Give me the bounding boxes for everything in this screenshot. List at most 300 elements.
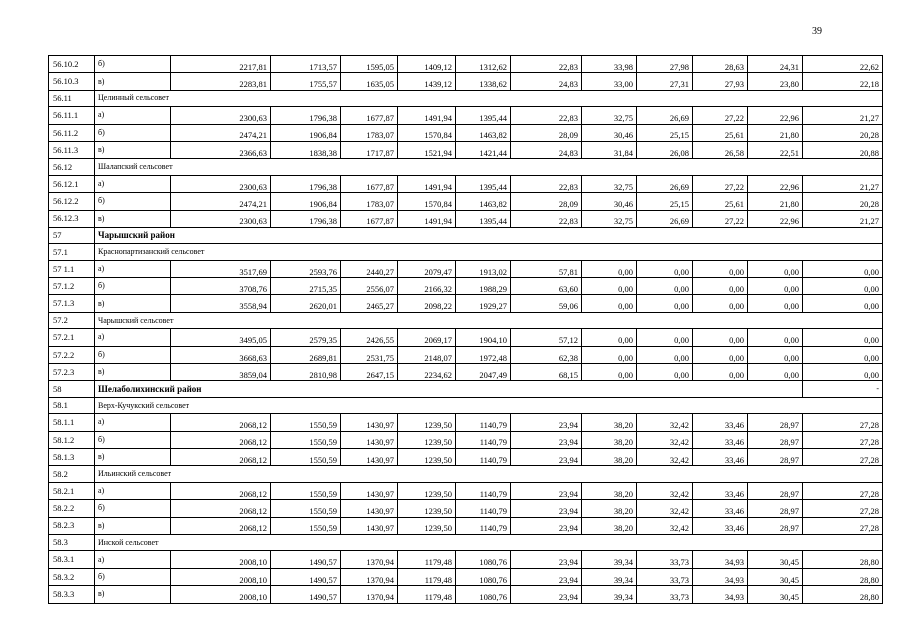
value-cell: 22,83 [511,56,582,73]
value-cell: 1490,57 [271,586,341,603]
value-cell: 0,00 [582,364,637,381]
value-cell: 1491,94 [398,107,456,124]
value-cell: 32,42 [637,500,693,517]
value-cell: 30,45 [748,551,803,568]
value-cell: 34,93 [693,551,748,568]
value-cell: 1370,94 [341,551,398,568]
value-cell: 27,28 [803,448,883,465]
value-cell: 1239,50 [398,414,456,431]
value-cell: 28,97 [748,414,803,431]
value-cell: 2593,76 [271,260,341,277]
value-cell: 0,00 [582,346,637,363]
row-code: 56.12 [49,159,95,175]
value-cell: 26,69 [637,210,693,227]
value-cell: 24,83 [511,73,582,90]
value-cell: 32,42 [637,431,693,448]
value-cell: 33,46 [693,448,748,465]
value-cell: 2098,22 [398,295,456,312]
section-row [49,397,883,413]
value-cell: 1717,87 [341,141,398,158]
row-code: 57.1.3 [49,295,95,312]
value-cell: 27,22 [693,175,748,192]
value-cell: 27,31 [637,73,693,90]
row-variant: в) [95,364,171,381]
value-cell: 28,97 [748,431,803,448]
value-cell: 1439,12 [398,73,456,90]
value-cell: 2300,63 [171,175,271,192]
value-cell: 2300,63 [171,107,271,124]
row-code: 56.11 [49,90,95,106]
row-variant: в) [95,448,171,465]
value-cell: 1635,05 [341,73,398,90]
value-cell: 1570,84 [398,193,456,210]
value-cell: 2465,27 [341,295,398,312]
value-cell: 1988,29 [456,278,511,295]
value-cell: 24,31 [748,56,803,73]
table-row [49,329,883,346]
value-cell: 27,28 [803,431,883,448]
section-row [49,244,883,260]
value-cell: 0,00 [748,295,803,312]
value-cell: 1338,62 [456,73,511,90]
row-variant: б) [95,431,171,448]
value-cell: 38,20 [582,500,637,517]
value-cell: 1550,59 [271,500,341,517]
section-row [49,466,883,482]
value-cell: 1491,94 [398,175,456,192]
row-code: 58.2.3 [49,517,95,534]
value-cell: 0,00 [693,295,748,312]
value-cell: 0,00 [748,346,803,363]
value-cell: 2810,98 [271,364,341,381]
table-body [49,56,883,604]
row-code: 58.3.3 [49,586,95,603]
value-cell: 1550,59 [271,517,341,534]
value-cell: 21,27 [803,210,883,227]
row-variant: а) [95,175,171,192]
row-mark: - [803,381,883,397]
value-cell: 30,45 [748,568,803,585]
row-variant: а) [95,260,171,277]
table-row [49,517,883,534]
value-cell: 2008,10 [171,586,271,603]
row-variant: а) [95,482,171,499]
value-cell: 27,28 [803,500,883,517]
table-row [49,431,883,448]
row-code: 57.2 [49,312,95,328]
row-code: 57 [49,227,95,243]
table-row [49,482,883,499]
value-cell: 38,20 [582,414,637,431]
value-cell: 26,69 [637,107,693,124]
value-cell: 1395,44 [456,175,511,192]
row-code: 58.2.2 [49,500,95,517]
section-name: Чарышский сельсовет [95,312,883,328]
value-cell: 2426,55 [341,329,398,346]
row-code: 58 [49,381,95,397]
page-number: 39 [812,26,822,37]
district-name: Шелаболихинский район [95,381,803,397]
value-cell: 1140,79 [456,500,511,517]
value-cell: 2148,07 [398,346,456,363]
value-cell: 28,97 [748,448,803,465]
section-row [49,534,883,550]
row-code: 58.1.1 [49,414,95,431]
value-cell: 28,09 [511,193,582,210]
value-cell: 23,94 [511,431,582,448]
row-variant: а) [95,414,171,431]
value-cell: 1490,57 [271,551,341,568]
table-row [49,500,883,517]
value-cell: 0,00 [637,346,693,363]
value-cell: 1550,59 [271,414,341,431]
table-row [49,346,883,363]
value-cell: 23,80 [748,73,803,90]
value-cell: 33,98 [582,56,637,73]
section-row [49,159,883,175]
value-cell: 1179,48 [398,568,456,585]
value-cell: 1409,12 [398,56,456,73]
value-cell: 1570,84 [398,124,456,141]
value-cell: 2579,35 [271,329,341,346]
value-cell: 2068,12 [171,414,271,431]
value-cell: 20,28 [803,124,883,141]
value-cell: 1906,84 [271,124,341,141]
value-cell: 28,63 [693,56,748,73]
value-cell: 1140,79 [456,482,511,499]
value-cell: 0,00 [693,329,748,346]
row-variant: а) [95,551,171,568]
value-cell: 28,09 [511,124,582,141]
value-cell: 33,73 [637,568,693,585]
value-cell: 1463,82 [456,124,511,141]
value-cell: 39,34 [582,568,637,585]
value-cell: 1550,59 [271,431,341,448]
table-row [49,551,883,568]
value-cell: 2069,17 [398,329,456,346]
row-variant: а) [95,107,171,124]
value-cell: 23,94 [511,551,582,568]
value-cell: 31,84 [582,141,637,158]
value-cell: 32,42 [637,482,693,499]
value-cell: 1239,50 [398,517,456,534]
value-cell: 2234,62 [398,364,456,381]
value-cell: 0,00 [748,278,803,295]
table-row [49,278,883,295]
value-cell: 1796,38 [271,107,341,124]
value-cell: 0,00 [637,364,693,381]
value-cell: 22,83 [511,107,582,124]
row-code: 57.2.2 [49,346,95,363]
value-cell: 1140,79 [456,448,511,465]
value-cell: 1312,62 [456,56,511,73]
value-cell: 1395,44 [456,210,511,227]
value-cell: 1838,38 [271,141,341,158]
value-cell: 2217,81 [171,56,271,73]
section-name: Шалапский сельсовет [95,159,883,175]
table-row [49,414,883,431]
value-cell: 33,46 [693,414,748,431]
row-variant: в) [95,295,171,312]
row-code: 57.1 [49,244,95,260]
value-cell: 1783,07 [341,124,398,141]
value-cell: 1080,76 [456,568,511,585]
value-cell: 25,61 [693,124,748,141]
value-cell: 0,00 [582,329,637,346]
value-cell: 57,81 [511,260,582,277]
table-row [49,175,883,192]
value-cell: 0,00 [693,364,748,381]
value-cell: 0,00 [803,329,883,346]
table-row [49,260,883,277]
value-cell: 1430,97 [341,414,398,431]
value-cell: 26,58 [693,141,748,158]
value-cell: 2008,10 [171,568,271,585]
table-row [49,364,883,381]
value-cell: 0,00 [748,329,803,346]
value-cell: 1796,38 [271,210,341,227]
value-cell: 28,97 [748,500,803,517]
value-cell: 25,61 [693,193,748,210]
value-cell: 27,22 [693,210,748,227]
value-cell: 1140,79 [456,517,511,534]
row-variant: б) [95,500,171,517]
value-cell: 25,15 [637,193,693,210]
value-cell: 59,06 [511,295,582,312]
value-cell: 2068,12 [171,517,271,534]
value-cell: 27,98 [637,56,693,73]
value-cell: 0,00 [748,364,803,381]
row-variant: б) [95,193,171,210]
value-cell: 32,42 [637,517,693,534]
value-cell: 68,15 [511,364,582,381]
value-cell: 27,28 [803,414,883,431]
value-cell: 28,80 [803,586,883,603]
tariff-table [48,55,883,604]
value-cell: 22,83 [511,175,582,192]
value-cell: 27,22 [693,107,748,124]
value-cell: 1421,44 [456,141,511,158]
value-cell: 1550,59 [271,448,341,465]
value-cell: 1904,10 [456,329,511,346]
row-code: 58.1.3 [49,448,95,465]
value-cell: 22,62 [803,56,883,73]
row-code: 56.12.2 [49,193,95,210]
section-name: Ильинский сельсовет [95,466,883,482]
row-code: 57 1.1 [49,260,95,277]
row-code: 56.12.3 [49,210,95,227]
row-code: 57.2.1 [49,329,95,346]
row-code: 58.3 [49,534,95,550]
value-cell: 1239,50 [398,482,456,499]
value-cell: 23,94 [511,568,582,585]
table-row [49,568,883,585]
value-cell: 33,46 [693,517,748,534]
value-cell: 0,00 [803,346,883,363]
value-cell: 32,42 [637,414,693,431]
row-variant: б) [95,346,171,363]
value-cell: 2068,12 [171,482,271,499]
value-cell: 1430,97 [341,500,398,517]
value-cell: 23,94 [511,586,582,603]
row-variant: б) [95,124,171,141]
value-cell: 0,00 [748,260,803,277]
value-cell: 1550,59 [271,482,341,499]
table-row [49,210,883,227]
value-cell: 22,51 [748,141,803,158]
value-cell: 1179,48 [398,551,456,568]
value-cell: 23,94 [511,517,582,534]
section-row [49,90,883,106]
row-variant: в) [95,586,171,603]
value-cell: 62,38 [511,346,582,363]
section-name: Краснопартизанский сельсовет [95,244,883,260]
value-cell: 33,73 [637,551,693,568]
value-cell: 0,00 [693,260,748,277]
value-cell: 1430,97 [341,482,398,499]
value-cell: 27,28 [803,517,883,534]
value-cell: 38,20 [582,517,637,534]
value-cell: 0,00 [803,295,883,312]
row-code: 56.11.3 [49,141,95,158]
value-cell: 28,97 [748,517,803,534]
value-cell: 22,96 [748,210,803,227]
value-cell: 39,34 [582,551,637,568]
value-cell: 21,80 [748,193,803,210]
row-code: 58.2.1 [49,482,95,499]
value-cell: 33,46 [693,431,748,448]
value-cell: 2440,27 [341,260,398,277]
value-cell: 1430,97 [341,517,398,534]
value-cell: 27,93 [693,73,748,90]
value-cell: 1239,50 [398,448,456,465]
district-row [49,227,883,243]
row-code: 57.1.2 [49,278,95,295]
value-cell: 2474,21 [171,124,271,141]
value-cell: 1677,87 [341,210,398,227]
row-code: 56.10.3 [49,73,95,90]
row-code: 58.1.2 [49,431,95,448]
value-cell: 32,42 [637,448,693,465]
value-cell: 32,75 [582,175,637,192]
table-row [49,124,883,141]
value-cell: 33,00 [582,73,637,90]
value-cell: 0,00 [803,278,883,295]
value-cell: 30,45 [748,586,803,603]
value-cell: 2068,12 [171,431,271,448]
value-cell: 1796,38 [271,175,341,192]
value-cell: 0,00 [637,295,693,312]
value-cell: 1370,94 [341,586,398,603]
value-cell: 22,96 [748,107,803,124]
value-cell: 30,46 [582,124,637,141]
value-cell: 33,73 [637,586,693,603]
value-cell: 38,20 [582,482,637,499]
value-cell: 63,60 [511,278,582,295]
value-cell: 2715,35 [271,278,341,295]
row-code: 56.12.1 [49,175,95,192]
row-code: 58.3.1 [49,551,95,568]
value-cell: 2047,49 [456,364,511,381]
row-variant: а) [95,329,171,346]
value-cell: 24,83 [511,141,582,158]
value-cell: 23,94 [511,500,582,517]
district-row [49,381,883,397]
value-cell: 57,12 [511,329,582,346]
value-cell: 20,28 [803,193,883,210]
row-code: 56.10.2 [49,56,95,73]
value-cell: 22,83 [511,210,582,227]
value-cell: 1080,76 [456,586,511,603]
value-cell: 2620,01 [271,295,341,312]
value-cell: 22,96 [748,175,803,192]
table-row [49,586,883,603]
value-cell: 1755,57 [271,73,341,90]
section-name: Инской сельсовет [95,534,883,550]
value-cell: 23,94 [511,448,582,465]
value-cell: 1430,97 [341,431,398,448]
table-row [49,193,883,210]
value-cell: 0,00 [637,278,693,295]
value-cell: 25,15 [637,124,693,141]
table-row [49,295,883,312]
value-cell: 0,00 [582,260,637,277]
value-cell: 39,34 [582,586,637,603]
value-cell: 0,00 [803,364,883,381]
value-cell: 22,18 [803,73,883,90]
row-code: 57.2.3 [49,364,95,381]
table-row [49,107,883,124]
value-cell: 0,00 [803,260,883,277]
table-row [49,448,883,465]
row-variant: б) [95,278,171,295]
value-cell: 1929,27 [456,295,511,312]
value-cell: 2300,63 [171,210,271,227]
row-variant: в) [95,73,171,90]
value-cell: 2531,75 [341,346,398,363]
value-cell: 0,00 [637,260,693,277]
row-code: 56.11.2 [49,124,95,141]
value-cell: 27,28 [803,482,883,499]
value-cell: 1677,87 [341,107,398,124]
value-cell: 23,94 [511,482,582,499]
row-variant: в) [95,141,171,158]
value-cell: 0,00 [693,346,748,363]
value-cell: 1713,57 [271,56,341,73]
value-cell: 0,00 [582,295,637,312]
row-code: 58.2 [49,466,95,482]
value-cell: 1913,02 [456,260,511,277]
value-cell: 1595,05 [341,56,398,73]
value-cell: 1490,57 [271,568,341,585]
value-cell: 30,46 [582,193,637,210]
value-cell: 1239,50 [398,500,456,517]
value-cell: 1370,94 [341,568,398,585]
value-cell: 2068,12 [171,448,271,465]
value-cell: 1395,44 [456,107,511,124]
row-variant: б) [95,568,171,585]
value-cell: 1239,50 [398,431,456,448]
value-cell: 28,80 [803,568,883,585]
section-row [49,312,883,328]
value-cell: 1179,48 [398,586,456,603]
value-cell: 21,27 [803,175,883,192]
value-cell: 28,80 [803,551,883,568]
value-cell: 20,88 [803,141,883,158]
value-cell: 3668,63 [171,346,271,363]
value-cell: 1080,76 [456,551,511,568]
row-code: 58.1 [49,397,95,413]
